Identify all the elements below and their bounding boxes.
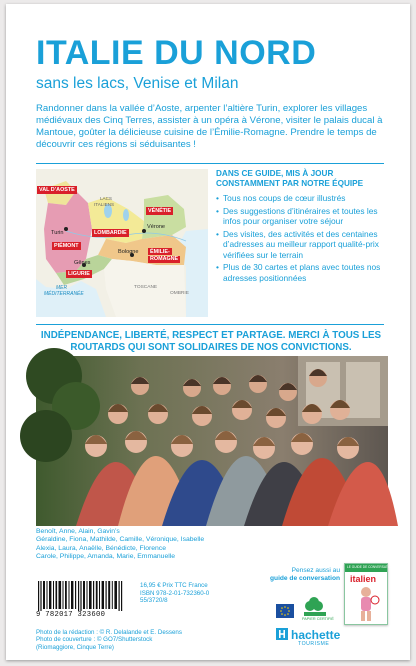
price-block xyxy=(140,582,209,605)
team-names-line: Benoît, Anne, Alain, Gavin’s xyxy=(36,528,120,535)
feature-item: • Tous nos coups de cœur illustrés xyxy=(216,193,388,204)
intro-paragraph: Randonner dans la vallée d’Aoste, arpenter l’altière Turin, explorer les villages médiévaux des Cinq Terres, assister à un opéra à Vérone, visiter le palais ducal à Mantoue, goûter la délicieuse cuisine de l’Émilie-Romagne. Prendre le temps de découvrir ces régions si séduisantes ! xyxy=(36,103,383,150)
label-venetie: VÉNÉTIE xyxy=(148,208,172,214)
motto-text: INDÉPENDANCE, LIBERTÉ, RESPECT ET PARTAGE. MERCI À TOUS LES ROUTARDS QUI SONT SOLIDAIRES DE NOS CONVICTIONS. xyxy=(40,330,382,353)
feature-item: • Des suggestions d’itinéraires et toutes les infos pour organiser votre séjour xyxy=(216,206,388,227)
credit-line: Photo de la rédaction : © R. Delalande et E. Dessens xyxy=(36,629,182,636)
credit-line: Photo de couverture : © GO7/Shutterstock xyxy=(36,636,153,644)
team-names-line: Alexia, Laura, Anaëlle, Bénédicte, Florence xyxy=(36,544,166,552)
barcode-digits: 9 782017 323600 xyxy=(36,611,106,619)
credit-line: (Riomaggiore, Cinque Terre) xyxy=(36,643,114,651)
team-names-line: Carole, Philippe, Amanda, Marie, Emmanuelle xyxy=(36,552,176,560)
publisher-logo: hachette xyxy=(291,628,341,642)
divider xyxy=(36,324,384,325)
label-toscane: TOSCANE xyxy=(134,285,158,290)
partner-logo-text: PAPIER CERTIFIÉ xyxy=(302,617,334,621)
minibook-small-text: LE GUIDE DE CONVERSATION xyxy=(347,565,394,569)
feature-item: • Des visites, des activités et des centaines d’adresses au meilleur rapport qualité-prix vérifiées sur le terrain xyxy=(216,229,388,261)
conversation-guide-cover xyxy=(344,563,394,625)
conversation-guide-promo xyxy=(260,567,340,583)
team-photo xyxy=(36,356,388,526)
label-verone: Vérone xyxy=(147,224,166,230)
book-back-cover xyxy=(6,4,410,660)
team-names-line: Géraldine, Fiona, Mathilde, Camille, Véronique, Isabelle xyxy=(36,536,205,544)
promo-line: guide de conversation xyxy=(270,575,340,582)
minibook-illustration xyxy=(351,586,381,622)
photo-credits xyxy=(36,629,182,651)
guide-features-list xyxy=(216,193,388,285)
publisher-sub: TOURISME xyxy=(298,641,330,647)
promo-line: Pensez aussi au xyxy=(291,567,340,574)
book-title: ITALIE DU NORD xyxy=(36,34,317,72)
label-italiens: ITALIENS xyxy=(94,202,115,207)
label-lombardie: LOMBARDIE xyxy=(94,230,127,236)
label-genes: Gênes xyxy=(74,260,91,266)
label-mediterranee: MÉDITERRANÉE xyxy=(44,291,84,297)
label-bologne: Bologne xyxy=(118,249,139,255)
team-names xyxy=(36,528,266,561)
label-val-d-aoste: VAL D’AOSTE xyxy=(39,187,75,193)
hachette-h-icon xyxy=(276,628,288,640)
label-mer: MER xyxy=(56,285,68,291)
region-map xyxy=(36,169,208,317)
label-ligurie: LIGURIE xyxy=(68,271,90,277)
isbn: ISBN 978-2-01-732360-0 xyxy=(140,589,210,597)
label-turin: Turin xyxy=(51,230,64,236)
divider xyxy=(36,163,384,164)
book-subtitle: sans les lacs, Venise et Milan xyxy=(36,75,239,92)
label-piemont: PIÉMONT xyxy=(54,243,79,249)
feature-item: • Plus de 30 cartes et plans avec toutes nos adresses positionnées xyxy=(216,262,388,283)
label-romagne: ROMAGNE xyxy=(150,256,179,262)
edition-code: 55/3720/8 xyxy=(140,597,168,605)
label-emilie: ÉMILIE- xyxy=(150,249,170,255)
price: 16,95 € Prix TTC France xyxy=(140,582,208,589)
label-lacs: LACS xyxy=(100,196,113,201)
team-photo-illustration xyxy=(36,356,388,526)
label-ombrie: OMBRIE xyxy=(170,291,189,296)
minibook-title: italien xyxy=(350,574,377,584)
guide-heading: DANS CE GUIDE, MIS À JOUR CONSTAMMENT PAR NOTRE ÉQUIPE xyxy=(216,169,364,188)
